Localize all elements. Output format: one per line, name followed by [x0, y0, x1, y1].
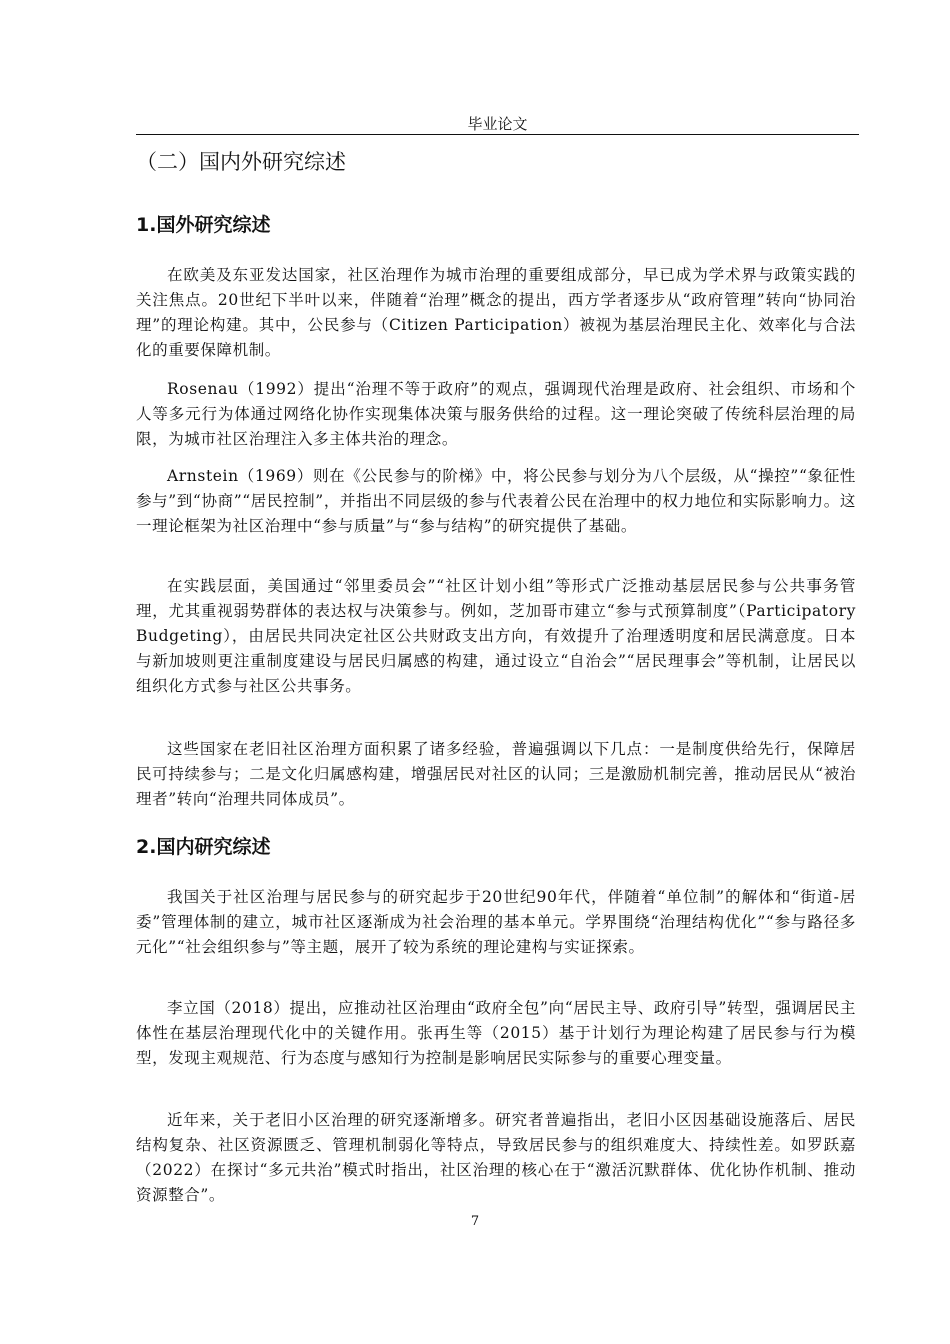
paragraph: Arnstein（1969）则在《公民参与的阶梯》中，将公民参与划分为八个层级，从“操控”“象征性参与”到“协商”“居民控制”，并指出不同层级的参与代表着公民在治理中的权力地位和实际影响力。这一理论框架为社区治理中“参与质量”与“参与结构”的研究提供了基础。 — [136, 467, 856, 535]
paragraph: 在欧美及东亚发达国家，社区治理作为城市治理的重要组成部分，早已成为学术界与政策实践的关注焦点。20世纪下半叶以来，伴随着“治理”概念的提出，西方学者逐步从“政府管理”转向“协同治理”的理论构建。其中，公民参与（Citizen Participation）被视为基层治理民主化、效率化与合法化的重要保障机制。 — [136, 266, 856, 359]
paragraph: 在实践层面，美国通过“邻里委员会”“社区计划小组”等形式广泛推动基层居民参与公共事务管理，尤其重视弱势群体的表达权与决策参与。例如，芝加哥市建立“参与式预算制度”（Participatory Budgeting），由居民共同决定社区公共财政支出方向，有效提升了治理透明度和居民满意度。日本与新加坡则更注重制度建设与居民归属感的构建，通过设立“自治会”“居民理事会”等机制，让居民以组织化方式参与社区公共事务。 — [136, 577, 856, 695]
subsection-title-domestic: 2.国内研究综述 — [136, 836, 271, 858]
section-title: （二）国内外研究综述 — [136, 150, 346, 174]
paragraph: 近年来，关于老旧小区治理的研究逐渐增多。研究者普遍指出，老旧小区因基础设施落后、居民结构复杂、社区资源匮乏、管理机制弱化等特点，导致居民参与的组织难度大、持续性差。如罗跃嘉（2022）在探讨“多元共治”模式时指出，社区治理的核心在于“激活沉默群体、优化协作机制、推动资源整合”。 — [136, 1111, 856, 1204]
paragraph: 这些国家在老旧社区治理方面积累了诸多经验，普遍强调以下几点：一是制度供给先行，保障居民可持续参与；二是文化归属感构建，增强居民对社区的认同；三是激励机制完善，推动居民从“被治理者”转向“治理共同体成员”。 — [136, 740, 856, 808]
paragraph: 我国关于社区治理与居民参与的研究起步于20世纪90年代，伴随着“单位制”的解体和“街道-居委”管理体制的建立，城市社区逐渐成为社会治理的基本单元。学界围绕“治理结构优化”“参与路径多元化”“社会组织参与”等主题，展开了较为系统的理论建构与实证探索。 — [136, 888, 856, 956]
paragraph: Rosenau（1992）提出“治理不等于政府”的观点，强调现代治理是政府、社会组织、市场和个人等多元行为体通过网络化协作实现集体决策与服务供给的过程。这一理论突破了传统科层治理的局限，为城市社区治理注入多主体共治的理念。 — [136, 380, 856, 448]
paragraph: 李立国（2018）提出，应推动社区治理由“政府全包”向“居民主导、政府引导”转型，强调居民主体性在基层治理现代化中的关键作用。张再生等（2015）基于计划行为理论构建了居民参与行为模型，发现主观规范、行为态度与感知行为控制是影响居民实际参与的重要心理变量。 — [136, 999, 856, 1067]
subsection-title-foreign: 1.国外研究综述 — [136, 214, 271, 236]
header-rule — [136, 134, 859, 135]
page-number: 7 — [470, 1214, 480, 1229]
running-header: 毕业论文 — [467, 115, 528, 133]
